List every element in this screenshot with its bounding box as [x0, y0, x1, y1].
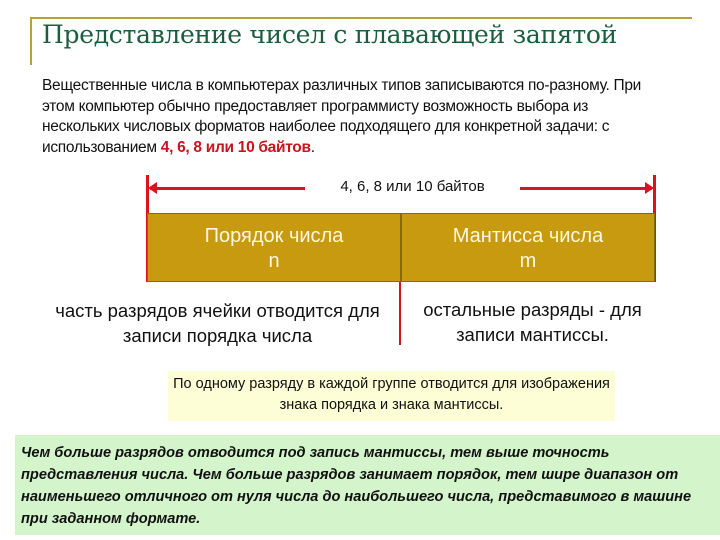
arrow-left: [150, 187, 305, 190]
mantissa-field: [402, 214, 654, 281]
mantissa-description: остальные разряды - для записи мантиссы.: [423, 299, 642, 345]
mantissa-label: Мантисса числа: [452, 225, 604, 247]
sign-note: По одному разряду в каждой группе отводится для изображения знака порядка и знака мантиссы.: [168, 371, 615, 421]
title-rule-top: [30, 17, 692, 19]
order-description: часть разрядов ячейки отводится для записи порядка числа: [55, 300, 380, 346]
size-label: 4, 6, 8 или 10 байтов: [340, 178, 485, 195]
number-cell: [147, 213, 655, 282]
page-title: Представление чисел с плавающей запятой: [42, 20, 617, 49]
intro-highlight: 4, 6, 8 или 10 байтов: [160, 138, 311, 156]
intro-paragraph: [42, 76, 652, 158]
intro-text: Вещественные числа в компьютерах различных типов записываются по-разному. При этом компьютер обычно предоставляет программисту возможность выбора из нескольких числовых форматов наиболее подходящего для конкретной задачи: с использованием: [42, 77, 642, 156]
order-symbol: n: [268, 250, 280, 272]
title-rule-left: [30, 17, 32, 65]
mantissa-symbol: m: [519, 250, 537, 272]
conclusion-box: Чем больше разрядов отводится под запись мантиссы, тем выше точность представления числа. Чем больше разрядов занимает порядок, тем шире диапазон от наименьшего отличного от нуля числа до наибольшего числа, представимого в машине при заданном формате.: [15, 435, 720, 535]
intro-end: .: [310, 138, 315, 156]
order-field: [148, 214, 400, 281]
arrow-right: [520, 187, 652, 190]
order-label: Порядок числа: [204, 225, 344, 247]
